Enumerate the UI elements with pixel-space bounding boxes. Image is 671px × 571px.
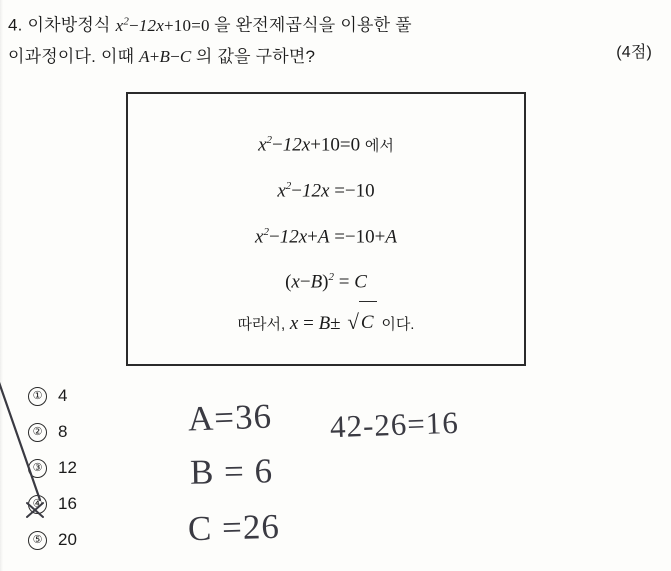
question-stem-text-2: 을 완전제곱식을 이용한 풀 — [214, 15, 412, 35]
square-root-symbol: √ C — [345, 302, 376, 344]
choice-option-5[interactable] — [28, 522, 138, 558]
solution-lines — [128, 120, 524, 345]
handwriting-c-value: C =26 — [187, 506, 281, 549]
choice-marker-4: ④ — [28, 495, 47, 514]
handwriting-b-value: B = 6 — [189, 451, 274, 492]
solution-line-1-suffix: 에서 — [364, 137, 394, 155]
choice-label-3: 12 — [58, 458, 77, 477]
question-stem-text-1: 이차방정식 — [27, 15, 111, 35]
solution-line-2: $x^2-12x =-10$ — [277, 180, 375, 202]
question-stem-line-1 — [8, 6, 660, 41]
question-stem-text-4: 의 값을 구하면? — [195, 46, 316, 66]
question-number: 4. — [8, 15, 23, 35]
choice-marker-2: ② — [28, 423, 47, 442]
question-inline-expression: A+B−C — [139, 46, 192, 66]
choice-option-4[interactable] — [28, 486, 138, 522]
radicand: C — [359, 301, 377, 343]
choice-label-5: 20 — [58, 530, 77, 549]
solution-line-5: 따라서, x = B± √ C 이다. — [128, 302, 524, 345]
solution-line-5-prefix: 따라서, — [237, 316, 286, 334]
choice-marker-1: ① — [28, 387, 47, 406]
question-stem — [8, 6, 660, 72]
solution-line-3: $x^2-12x+A =-10+A$ — [255, 225, 397, 247]
question-stem-text-3: 이과정이다. 이때 — [8, 46, 135, 66]
choice-marker-5: ⑤ — [28, 531, 47, 550]
question-stem-line-2 — [8, 41, 660, 72]
handwriting-a-value: A=36 — [187, 396, 273, 439]
question-inline-equation: $x^2-12x+10=0$ — [115, 15, 210, 35]
solution-line-1: $x^2-12x+10=0$ 에서 — [258, 134, 394, 156]
choice-list — [28, 378, 138, 558]
choice-marker-3: ③ — [28, 459, 47, 478]
solution-box — [126, 92, 526, 366]
solution-line-4: $(x-B)^2 = C$ — [285, 270, 367, 293]
question-points: (4점) — [616, 44, 652, 61]
choice-label-1: 4 — [58, 386, 68, 405]
solution-line-5-suffix: 이다. — [381, 316, 415, 334]
choice-option-2[interactable] — [28, 414, 138, 450]
choice-label-4: 16 — [58, 494, 77, 513]
scan-edge-shadow — [0, 0, 3, 571]
choice-option-1[interactable] — [28, 378, 138, 414]
choice-option-3[interactable] — [28, 450, 138, 486]
choice-label-2: 8 — [58, 422, 68, 441]
handwriting-calculation: 42-26=16 — [329, 404, 460, 445]
